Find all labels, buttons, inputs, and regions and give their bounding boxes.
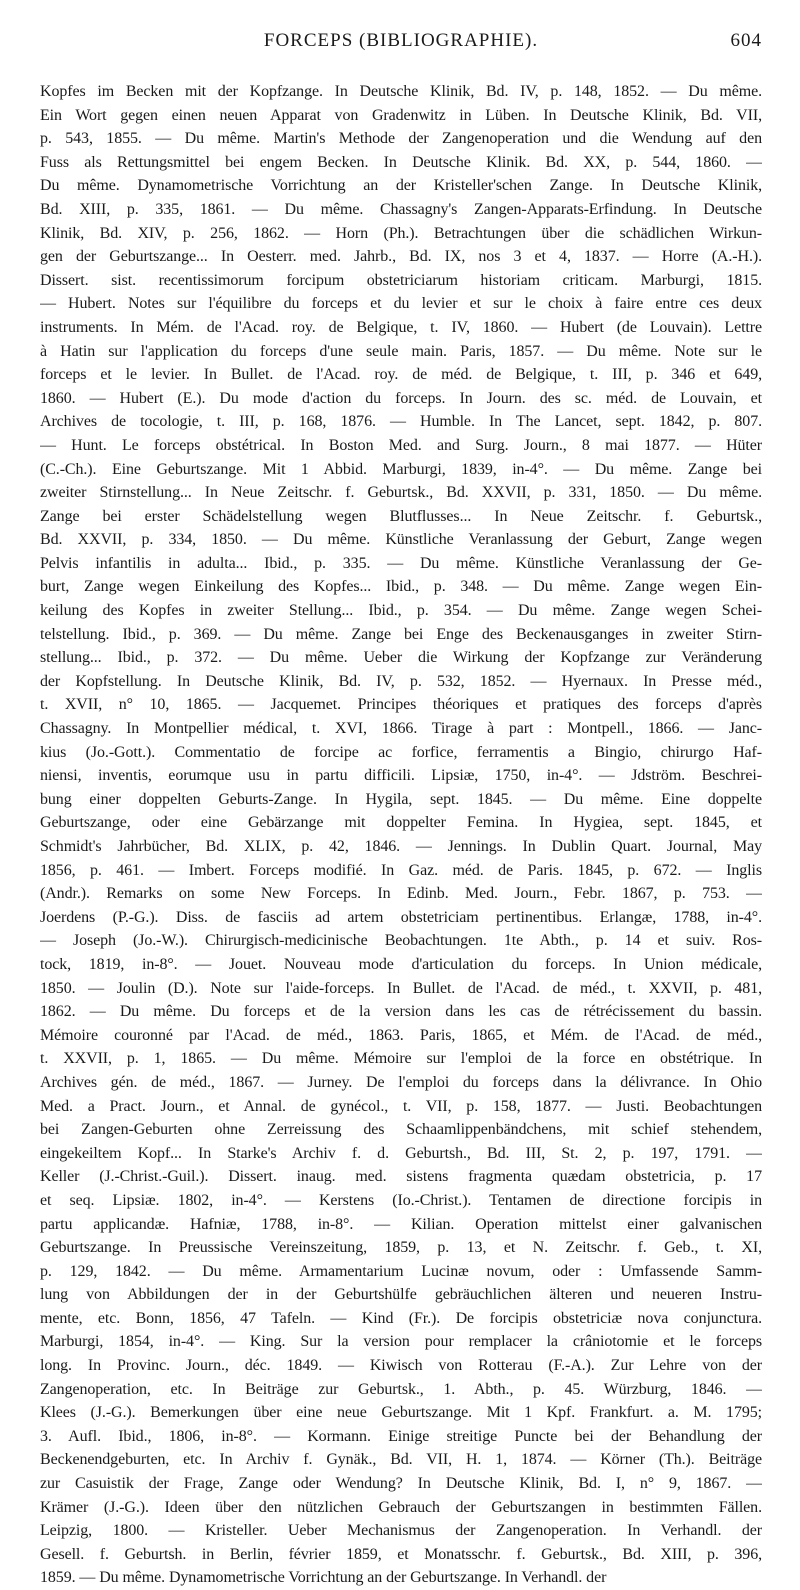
page-number: 604 — [730, 30, 762, 51]
text-line: Beckenendgeburten, etc. In Archiv f. Gynäk., Bd. VII, H. 1, 1874. — Körner (Th.). Beiträge — [40, 1451, 762, 1469]
text-line: lung von Abbildungen der in der Geburtshülfe gebräuchlichen älteren und neueren Instru- — [40, 1286, 762, 1304]
text-line: Klees (J.-G.). Bemerkungen über eine neue Geburtszange. Mit 1 Kpf. Frankfurt. a. M. 1795; — [40, 1404, 762, 1422]
text-line: Schmidt's Jahrbücher, Bd. XLIX, p. 42, 1846. — Jennings. In Dublin Quart. Journal, May — [40, 838, 762, 855]
text-line: der Kopfstellung. In Deutsche Klinik, Bd. IV, p. 532, 1852. — Hyernaux. In Presse méd., — [40, 672, 762, 690]
text-line: 1860. — Hubert (E.). Du mode d'action du forceps. In Journ. des sc. méd. de Louvain, et — [40, 389, 762, 407]
text-line: Keller (J.-Christ.-Guil.). Dissert. inaug. med. sistens fragmenta quædam obstetricia, p. 17 — [40, 1168, 762, 1186]
text-line: Archives de tocologie, t. III, p. 168, 1876. — Humble. In The Lancet, sept. 1842, p. 807. — [40, 413, 762, 431]
text-line: eingekeiltem Kopf... In Starke's Archiv f. d. Geburtsh., Bd. III, St. 2, p. 197, 1791. — — [40, 1144, 762, 1162]
text-line: Krämer (J.-G.). Ideen über den nützlichen Gebrauch der Geburtszangen in bestimmten Fällen. — [40, 1498, 762, 1516]
text-line: Du même. Dynamometrische Vorrichtung an der Kristeller'schen Zange. In Deutsche Klinik, — [40, 177, 762, 195]
text-line: Chassagny. In Montpellier médical, t. XVI, 1866. Tirage à part : Montpell., 1866. — Janc- — [40, 720, 762, 738]
text-line: Klinik, Bd. XIV, p. 256, 1862. — Horn (Ph.). Betrachtungen über die schädlichen Wirkun- — [40, 224, 762, 242]
text-line: Bd. XIII, p. 335, 1861. — Du même. Chassagny's Zangen-Apparats-Erfindung. In Deutsche — [40, 200, 762, 218]
text-line: stellung... Ibid., p. 372. — Du même. Ueber die Wirkung der Kopfzange zur Veränderung — [40, 649, 762, 667]
text-line: Med. a Pract. Journ., et Annal. de gynécol., t. VII, p. 158, 1877. — Justi. Beobachtungen — [40, 1097, 762, 1115]
text-line: zweiter Stirnstellung... In Neue Zeitschr. f. Geburtsk., Bd. XXVII, p. 331, 1850. — Du même. — [40, 484, 762, 502]
text-line: Ein Wort gegen einen neuen Apparat von Gradenwitz in Lüben. In Deutsche Klinik, Bd. VII, — [40, 106, 762, 124]
text-line: Pelvis infantilis in adulta... Ibid., p. 335. — Du même. Künstliche Veranlassung der Ge- — [40, 554, 762, 572]
text-line: gen der Geburtszange... In Oesterr. med. Jahrb., Bd. IX, nos 3 et 4, 1837. — Horre (A.-H.). — [40, 248, 762, 266]
text-line: partu applicandæ. Hafniæ, 1788, in-8°. — Kilian. Operation mittelst einer galvanischen — [40, 1215, 762, 1233]
text-line: forceps et le levier. In Bullet. de l'Acad. roy. de méd. de Belgique, t. III, p. 346 et 649, — [40, 366, 762, 384]
text-line: Zange bei erster Schädelstellung wegen Blutflusses... In Neue Zeitschr. f. Geburtsk., — [40, 507, 762, 525]
text-line: Archives gén. de méd., 1867. — Jurney. De l'emploi du forceps dans la délivrance. In Ohio — [40, 1073, 762, 1091]
text-line: p. 129, 1842. — Du même. Armamentarium Lucinæ novum, oder : Umfassende Samm- — [40, 1262, 762, 1280]
text-line: — Hubert. Notes sur l'équilibre du forceps et du levier et sur le choix à faire entre ces deux — [40, 295, 762, 313]
text-line: Leipzig, 1800. — Kristeller. Ueber Mechanismus der Zangenoperation. In Verhandl. der — [40, 1522, 762, 1540]
text-line: — Hunt. Le forceps obstétrical. In Boston Med. and Surg. Journ., 8 mai 1877. — Hüter — [40, 436, 762, 454]
text-line: tock, 1819, in-8°. — Jouet. Nouveau mode d'articulation du forceps. In Union médicale, — [40, 955, 762, 973]
text-line: Fuss als Rettungsmittel bei engem Becken. In Deutsche Klinik. Bd. XX, p. 544, 1860. — — [40, 153, 762, 171]
text-line: telstellung. Ibid., p. 369. — Du même. Zange bei Enge des Beckenausganges in zweiter Stirn- — [40, 625, 762, 643]
text-line: keilung des Kopfes in zweiter Stellung... Ibid., p. 354. — Du même. Zange wegen Schei- — [40, 602, 762, 620]
text-line: Geburtszange. In Preussische Vereinszeitung, 1859, p. 13, et N. Zeitschr. f. Geb., t. XI, — [40, 1239, 762, 1257]
text-line: Mémoire couronné par l'Acad. de méd., 1863. Paris, 1865, et Mém. de l'Acad. de méd., — [40, 1026, 762, 1044]
text-line: 3. Aufl. Ibid., 1806, in-8°. — Kormann. Einige streitige Puncte bei der Behandlung der — [40, 1427, 762, 1445]
text-line: — Joseph (Jo.-W.). Chirurgisch-medicinische Beobachtungen. 1te Abth., p. 14 et suiv. Ros- — [40, 932, 762, 950]
text-line: Joerdens (P.-G.). Diss. de fasciis ad artem obstetriciam pertinentibus. Erlangæ, 1788, in-4°. — [40, 908, 762, 926]
text-line: Gesell. f. Geburtsh. in Berlin, février 1859, et Monatsschr. f. Geburtsk., Bd. XIII, p. 396, — [40, 1545, 762, 1563]
text-line: burt, Zange wegen Einkeilung des Kopfes... Ibid., p. 348. — Du même. Zange wegen Ein- — [40, 578, 762, 596]
text-line: mente, etc. Bonn, 1856, 47 Tafeln. — Kind (Fr.). De forcipis obstetriciæ nova conjunctura. — [40, 1309, 762, 1327]
text-line: (C.-Ch.). Eine Geburtszange. Mit 1 Abbid. Marburgi, 1839, in-4°. — Du même. Zange bei — [40, 460, 762, 478]
running-header — [40, 30, 762, 58]
page-title: FORCEPS (BIBLIOGRAPHIE). — [263, 30, 539, 51]
text-line: et seq. Lipsiæ. 1802, in-4°. — Kerstens (Io.-Christ.). Tentamen de directione forcipis in — [40, 1191, 762, 1209]
text-line: zur Casuistik der Frage, Zange oder Wendung? In Deutsche Klinik, Bd. I, n° 9, 1867. — — [40, 1475, 762, 1493]
bibliography-text — [40, 80, 762, 1590]
text-line: long. In Provinc. Journ., déc. 1849. — Kiwisch von Rotterau (F.-A.). Zur Lehre von der — [40, 1357, 762, 1375]
text-line: Dissert. sist. recentissimorum forcipum obstetriciarum historiam criticam. Marburgi, 1815. — [40, 271, 762, 289]
text-line: bei Zangen-Geburten ohne Zerreissung des Schaamlippenbändchens, mit schief stehendem, — [40, 1121, 762, 1139]
text-line: bung einer doppelten Geburts-Zange. In Hygila, sept. 1845. — Du même. Eine doppelte — [40, 790, 762, 808]
text-line: Bd. XXVII, p. 334, 1850. — Du même. Künstliche Veranlassung der Geburt, Zange wegen — [40, 531, 762, 549]
text-line: Marburgi, 1854, in-4°. — King. Sur la version pour remplacer la crâniotomie et le forceps — [40, 1333, 762, 1351]
text-line: t. XXVII, p. 1, 1865. — Du même. Mémoire sur l'emploi de la force en obstétrique. In — [40, 1050, 762, 1068]
text-line: instruments. In Mém. de l'Acad. roy. de Belgique, t. IV, 1860. — Hubert (de Louvain). Lettre — [40, 318, 762, 336]
text-line: kius (Jo.-Gott.). Commentatio de forcipe ac forfice, ferramentis a Bingio, chirurgo Haf- — [40, 743, 762, 761]
text-line: niensi, inventis, eorumque usu in partu difficili. Lipsiæ, 1750, in-4°. — Jdström. Beschrei- — [40, 767, 762, 785]
text-line: t. XVII, n° 10, 1865. — Jacquemet. Principes théoriques et pratiques des forceps d'après — [40, 696, 762, 714]
text-line: 1856, p. 461. — Imbert. Forceps modifié. In Gaz. méd. de Paris. 1845, p. 672. — Inglis — [40, 861, 762, 879]
text-line: (Andr.). Remarks on some New Forceps. In Edinb. Med. Journ., Febr. 1867, p. 753. — — [40, 885, 762, 903]
text-line: Geburtszange, oder eine Gebärzange mit doppelter Femina. In Hygiea, sept. 1845, et — [40, 814, 762, 832]
text-line: 1850. — Joulin (D.). Note sur l'aide-forceps. In Bullet. de l'Acad. de méd., t. XXVII, p. 481, — [40, 979, 762, 997]
text-line: 1862. — Du même. Du forceps et de la version dans les cas de rétrécissement du bassin. — [40, 1003, 762, 1021]
text-line: Kopfes im Becken mit der Kopfzange. In Deutsche Klinik, Bd. IV, p. 148, 1852. — Du même. — [40, 83, 762, 100]
text-line: à Hatin sur l'application du forceps d'une seule main. Paris, 1857. — Du même. Note sur le — [40, 342, 762, 360]
text-line: 1859. — Du même. Dynamometrische Vorrichtung an der Geburtszange. In Verhandl. der — [40, 1569, 607, 1587]
text-line: p. 543, 1855. — Du même. Martin's Methode der Zangenoperation und die Wendung auf den — [40, 130, 762, 148]
text-line: Zangenoperation, etc. In Beiträge zur Geburtsk., 1. Abth., p. 45. Würzburg, 1846. — — [40, 1380, 762, 1398]
